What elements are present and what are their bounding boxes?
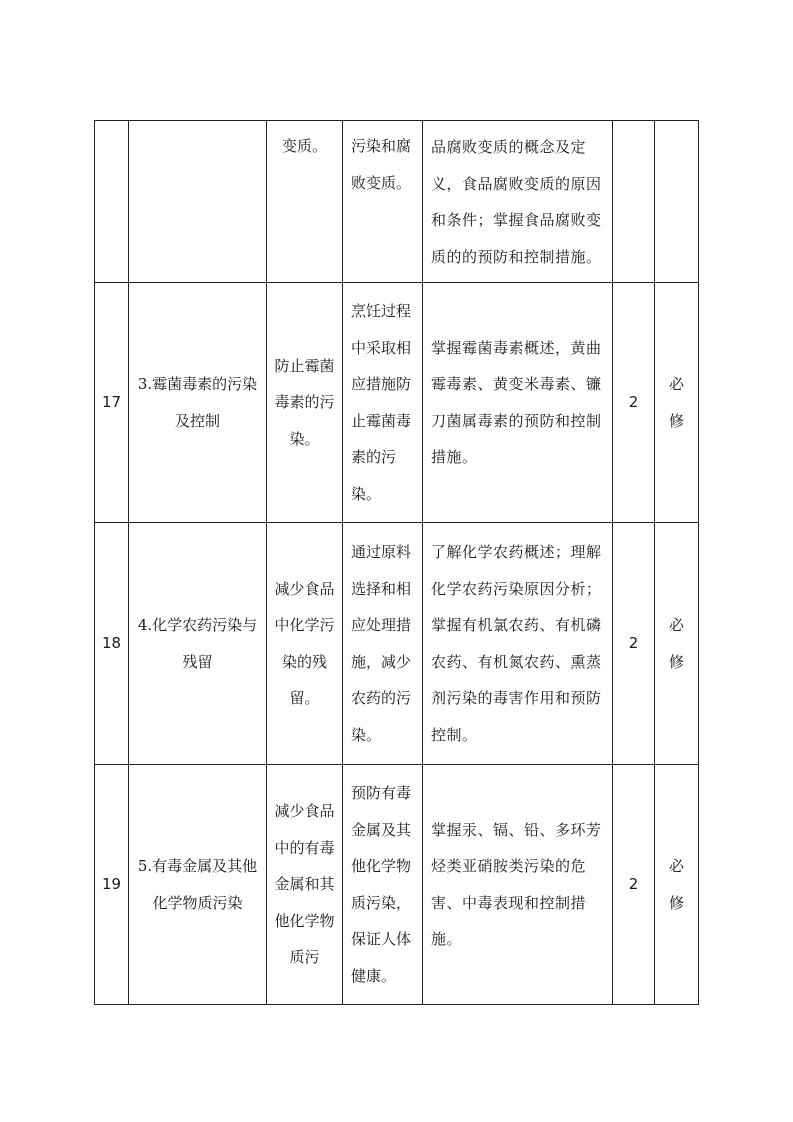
- row-type: [655, 121, 699, 283]
- row-hours: 2: [613, 765, 655, 1005]
- table-row: [95, 765, 699, 1005]
- row-content: 品腐败变质的概念及定义，食品腐败变质的原因和条件；掌握食品腐败变质的的预防和控制措施。: [423, 121, 613, 283]
- row-hours: 2: [613, 523, 655, 765]
- course-content-table: [94, 120, 699, 1005]
- row-topic: 5.有毒金属及其他化学物质污染: [129, 765, 267, 1005]
- row-type: [655, 765, 699, 1005]
- table-row: [95, 121, 699, 283]
- row-goal: 变质。: [267, 121, 343, 283]
- row-goal: 防止霉菌毒素的污染。: [267, 283, 343, 523]
- row-number: 17: [95, 283, 129, 523]
- row-requirement: 通过原料选择和相应处理措施，减少农药的污染。: [343, 523, 423, 765]
- row-type-text: 必修: [669, 856, 685, 912]
- row-topic: [129, 121, 267, 283]
- row-requirement: 污染和腐败变质。: [343, 121, 423, 283]
- row-type: [655, 523, 699, 765]
- row-type-text: 必修: [669, 615, 685, 671]
- row-type-text: 必修: [669, 374, 685, 430]
- row-hours: [613, 121, 655, 283]
- row-type: [655, 283, 699, 523]
- row-number: 18: [95, 523, 129, 765]
- row-number: [95, 121, 129, 283]
- row-requirement: 烹饪过程中采取相应措施防止霉菌毒素的污染。: [343, 283, 423, 523]
- table-row: [95, 283, 699, 523]
- row-topic: 3.霉菌毒素的污染及控制: [129, 283, 267, 523]
- row-content: 了解化学农药概述；理解化学农药污染原因分析；掌握有机氯农药、有机磷农药、有机氮农药、熏蒸剂污染的毒害作用和预防控制。: [423, 523, 613, 765]
- row-topic: 4.化学农药污染与残留: [129, 523, 267, 765]
- row-content: 掌握霉菌毒素概述，黄曲霉毒素、黄变米毒素、镰刀菌属毒素的预防和控制措施。: [423, 283, 613, 523]
- row-hours: 2: [613, 283, 655, 523]
- row-requirement: 预防有毒金属及其他化学物质污染，保证人体健康。: [343, 765, 423, 1005]
- row-goal: 减少食品中的有毒金属和其他化学物质污: [267, 765, 343, 1005]
- table-row: [95, 523, 699, 765]
- row-content: 掌握汞、镉、铅、多环芳烃类亚硝胺类污染的危害、中毒表现和控制措施。: [423, 765, 613, 1005]
- row-number: 19: [95, 765, 129, 1005]
- row-goal: 减少食品中化学污染的残留。: [267, 523, 343, 765]
